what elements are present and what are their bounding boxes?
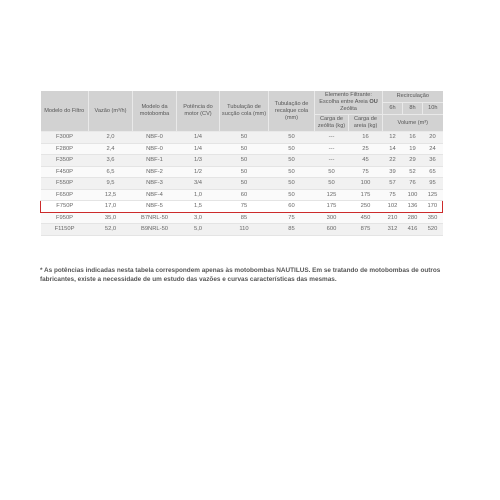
cell-10h: 20 xyxy=(423,132,443,144)
cell-motobomba: B9NRL-50 xyxy=(133,224,177,236)
cell-succao: 50 xyxy=(220,166,269,178)
table-row xyxy=(41,212,443,224)
cell-modelo: F1150P xyxy=(41,224,89,236)
cell-recalque: 50 xyxy=(269,178,315,190)
table-row xyxy=(41,224,443,236)
header-volume: Volume (m³) xyxy=(383,115,443,132)
cell-modelo: F300P xyxy=(41,132,89,144)
table-row xyxy=(41,155,443,167)
header-elemento-pre: Elemento Filtrante: Escolha entre Areia xyxy=(319,92,372,105)
cell-areia: 875 xyxy=(349,224,383,236)
cell-6h: 210 xyxy=(383,212,403,224)
cell-succao: 50 xyxy=(220,132,269,144)
table-row xyxy=(41,189,443,201)
header-8h: 8h xyxy=(403,102,423,114)
cell-zeolita: 600 xyxy=(315,224,349,236)
cell-modelo: F950P xyxy=(41,212,89,224)
cell-6h: 14 xyxy=(383,143,403,155)
cell-recalque: 50 xyxy=(269,132,315,144)
header-recalque: Tubulação de recalque cola (mm) xyxy=(269,91,315,132)
cell-modelo: F350P xyxy=(41,155,89,167)
cell-10h: 24 xyxy=(423,143,443,155)
cell-10h: 65 xyxy=(423,166,443,178)
cell-modelo: F750P xyxy=(41,201,89,213)
cell-motobomba: NBF-0 xyxy=(133,132,177,144)
cell-zeolita: 50 xyxy=(315,166,349,178)
cell-modelo: F450P xyxy=(41,166,89,178)
cell-8h: 100 xyxy=(403,189,423,201)
header-carga-areia: Carga de areia (kg) xyxy=(349,115,383,132)
header-10h: 10h xyxy=(423,102,443,114)
cell-10h: 95 xyxy=(423,178,443,190)
header-carga-zeolita: Carga de zeólita (kg) xyxy=(315,115,349,132)
cell-8h: 416 xyxy=(403,224,423,236)
cell-recalque: 50 xyxy=(269,143,315,155)
cell-succao: 50 xyxy=(220,143,269,155)
cell-areia: 100 xyxy=(349,178,383,190)
cell-6h: 39 xyxy=(383,166,403,178)
table-row xyxy=(41,166,443,178)
header-modelo: Modelo do Filtro xyxy=(41,91,89,132)
cell-zeolita: --- xyxy=(315,143,349,155)
cell-areia: 16 xyxy=(349,132,383,144)
cell-potencia: 3,0 xyxy=(177,212,220,224)
header-motobomba: Modelo da motobomba xyxy=(133,91,177,132)
cell-10h: 170 xyxy=(423,201,443,213)
cell-succao: 50 xyxy=(220,178,269,190)
cell-vazao: 2,0 xyxy=(89,132,133,144)
cell-motobomba: NBF-5 xyxy=(133,201,177,213)
cell-motobomba: NBF-3 xyxy=(133,178,177,190)
cell-6h: 22 xyxy=(383,155,403,167)
cell-potencia: 1/2 xyxy=(177,166,220,178)
table-row-highlighted xyxy=(41,201,443,213)
cell-zeolita: 175 xyxy=(315,201,349,213)
cell-potencia: 1,0 xyxy=(177,189,220,201)
header-vazao: Vazão (m³/h) xyxy=(89,91,133,132)
cell-6h: 12 xyxy=(383,132,403,144)
cell-modelo: F650P xyxy=(41,189,89,201)
cell-8h: 76 xyxy=(403,178,423,190)
cell-succao: 50 xyxy=(220,155,269,167)
cell-zeolita: --- xyxy=(315,155,349,167)
cell-recalque: 50 xyxy=(269,155,315,167)
cell-6h: 75 xyxy=(383,189,403,201)
cell-6h: 57 xyxy=(383,178,403,190)
header-6h: 6h xyxy=(383,102,403,114)
cell-recalque: 50 xyxy=(269,189,315,201)
cell-8h: 280 xyxy=(403,212,423,224)
cell-potencia: 1/4 xyxy=(177,132,220,144)
cell-potencia: 3/4 xyxy=(177,178,220,190)
cell-recalque: 75 xyxy=(269,212,315,224)
cell-vazao: 6,5 xyxy=(89,166,133,178)
cell-areia: 45 xyxy=(349,155,383,167)
table-row xyxy=(41,132,443,144)
cell-10h: 125 xyxy=(423,189,443,201)
cell-vazao: 3,6 xyxy=(89,155,133,167)
cell-6h: 102 xyxy=(383,201,403,213)
cell-vazao: 52,0 xyxy=(89,224,133,236)
table-body xyxy=(41,132,443,236)
cell-8h: 29 xyxy=(403,155,423,167)
cell-vazao: 12,5 xyxy=(89,189,133,201)
cell-areia: 450 xyxy=(349,212,383,224)
cell-potencia: 1,5 xyxy=(177,201,220,213)
cell-vazao: 17,0 xyxy=(89,201,133,213)
cell-potencia: 1/3 xyxy=(177,155,220,167)
cell-8h: 16 xyxy=(403,132,423,144)
table-row xyxy=(41,143,443,155)
spec-table-container xyxy=(40,91,442,236)
cell-motobomba: NBF-4 xyxy=(133,189,177,201)
cell-succao: 75 xyxy=(220,201,269,213)
cell-modelo: F280P xyxy=(41,143,89,155)
cell-motobomba: NBF-2 xyxy=(133,166,177,178)
footnote: * As potências indicadas nesta tabela correspondem apenas às motobombas NAUTILUS. Em se tratando de motobombas de outros fabricantes, existe a necessidade de um estudo das vazões e curvas características das mesmas. xyxy=(40,267,441,284)
cell-zeolita: --- xyxy=(315,132,349,144)
cell-10h: 520 xyxy=(423,224,443,236)
cell-succao: 60 xyxy=(220,189,269,201)
filter-spec-table xyxy=(40,91,443,236)
cell-potencia: 5,0 xyxy=(177,224,220,236)
cell-areia: 175 xyxy=(349,189,383,201)
cell-vazao: 2,4 xyxy=(89,143,133,155)
header-succao: Tubulação de sucção cola (mm) xyxy=(220,91,269,132)
cell-vazao: 9,5 xyxy=(89,178,133,190)
cell-areia: 25 xyxy=(349,143,383,155)
cell-motobomba: B7NRL-50 xyxy=(133,212,177,224)
cell-6h: 312 xyxy=(383,224,403,236)
cell-potencia: 1/4 xyxy=(177,143,220,155)
cell-recalque: 85 xyxy=(269,224,315,236)
cell-succao: 110 xyxy=(220,224,269,236)
cell-10h: 350 xyxy=(423,212,443,224)
table-row xyxy=(41,178,443,190)
cell-8h: 19 xyxy=(403,143,423,155)
cell-zeolita: 50 xyxy=(315,178,349,190)
cell-modelo: F550P xyxy=(41,178,89,190)
cell-zeolita: 125 xyxy=(315,189,349,201)
cell-recalque: 50 xyxy=(269,166,315,178)
table-header xyxy=(41,91,443,132)
cell-areia: 75 xyxy=(349,166,383,178)
cell-8h: 136 xyxy=(403,201,423,213)
header-elemento-ou: OU xyxy=(369,99,378,105)
cell-recalque: 60 xyxy=(269,201,315,213)
cell-8h: 52 xyxy=(403,166,423,178)
header-potencia: Potência do motor (CV) xyxy=(177,91,220,132)
cell-zeolita: 300 xyxy=(315,212,349,224)
cell-areia: 250 xyxy=(349,201,383,213)
cell-10h: 36 xyxy=(423,155,443,167)
header-recirculacao: Recirculação xyxy=(383,91,443,102)
cell-vazao: 35,0 xyxy=(89,212,133,224)
cell-succao: 85 xyxy=(220,212,269,224)
header-elemento-post: Zeólita xyxy=(340,106,357,112)
header-elemento-filtrante xyxy=(315,91,383,115)
cell-motobomba: NBF-0 xyxy=(133,143,177,155)
cell-motobomba: NBF-1 xyxy=(133,155,177,167)
